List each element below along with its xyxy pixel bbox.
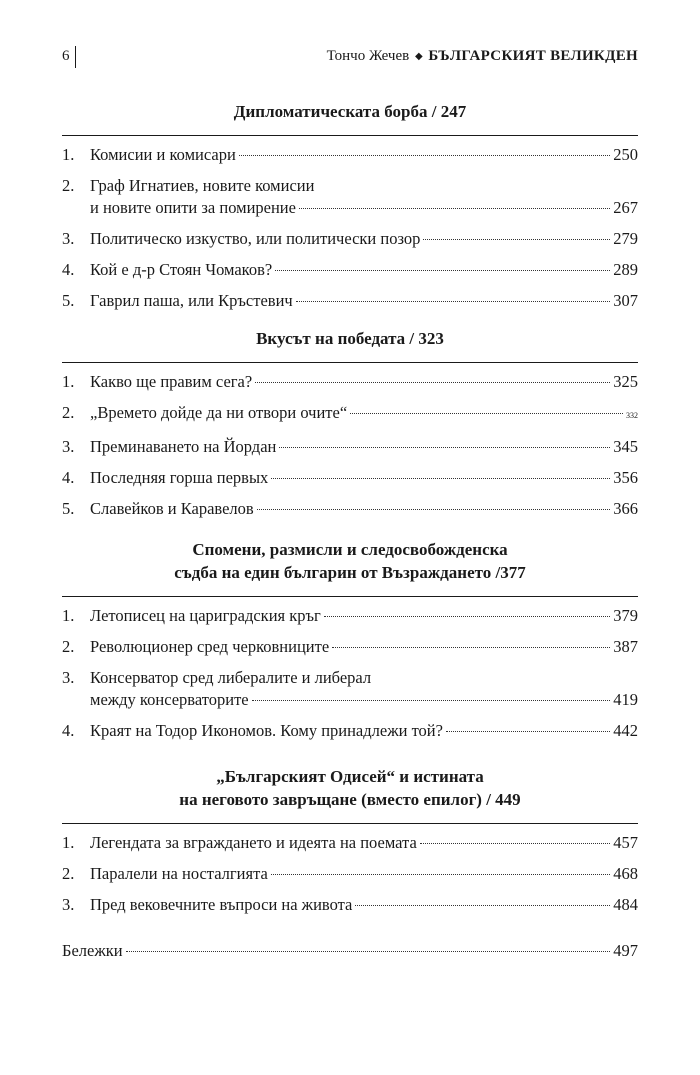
toc-entry[interactable]: 5. Славейков и Каравелов 366 [62, 499, 638, 518]
toc-list [62, 144, 638, 312]
toc-list [62, 605, 638, 742]
page-ref: 468 [613, 864, 638, 883]
toc-entry[interactable]: 1. Какво ще правим сега? 325 [62, 372, 638, 391]
page-ref: 366 [613, 499, 638, 518]
section-title: Дипломатическата борба / 247 [233, 102, 467, 121]
toc-list [62, 371, 638, 520]
page-number: 6 [62, 48, 70, 64]
page-ref: 387 [613, 637, 638, 656]
notes-entry[interactable] [62, 940, 638, 962]
page-ref: 457 [613, 833, 638, 852]
page-ref: 307 [613, 291, 638, 310]
toc-entry[interactable]: 4. Кой е д-р Стоян Чомаков? 289 [62, 260, 638, 279]
toc-list [62, 832, 638, 916]
toc-entry[interactable]: 3. Консерватор сред либералите и либерал между консерваторите 419 [62, 668, 638, 709]
running-header [62, 46, 638, 72]
toc-entry[interactable]: 3. Политическо изкуство, или политически позор 279 [62, 229, 638, 248]
page-ref: 332 [626, 411, 638, 420]
toc-entry[interactable]: 5. Гаврил паша, или Кръстевич 307 [62, 291, 638, 310]
section-title: Спомени, размисли и следосвобожденска съдба на един българин от Възраждането /377 [174, 540, 526, 582]
notes-label: Бележки [62, 941, 123, 960]
section-rule [62, 362, 638, 363]
section-rule [62, 596, 638, 597]
page-ref: 250 [613, 145, 638, 164]
page-ref: 419 [613, 690, 638, 709]
book-title: БЪЛГАРСКИЯТ ВЕЛИКДЕН [428, 48, 638, 64]
page-ref: 442 [613, 721, 638, 740]
section-title: Вкусът на победата / 323 [256, 329, 444, 348]
diamond-icon: ◆ [414, 51, 423, 62]
page-ref: 279 [613, 229, 638, 248]
toc-section [62, 538, 638, 751]
section-rule [62, 135, 638, 136]
toc-entry[interactable]: 2. Революционер сред черковниците 387 [62, 637, 638, 656]
page-ref: 497 [613, 941, 638, 960]
page-ref: 345 [613, 437, 638, 456]
toc-section [62, 327, 638, 529]
toc-entry[interactable]: 2. Паралели на носталгията 468 [62, 864, 638, 883]
toc-entry[interactable]: 4. Краят на Тодор Икономов. Кому принадлежи той? 442 [62, 721, 638, 740]
toc-entry[interactable]: 1. Комисии и комисари 250 [62, 145, 638, 164]
page-ref: 356 [613, 468, 638, 487]
page-ref: 267 [613, 198, 638, 217]
running-head [327, 48, 638, 65]
toc-entry[interactable]: 1. Летописец на цариградския кръг 379 [62, 606, 638, 625]
author-name: Тончо Жечев [326, 48, 410, 64]
header-divider [75, 46, 76, 68]
toc-entry[interactable]: 2. Граф Игнатиев, новите комисии и новите опити за помирение 267 [62, 176, 638, 217]
toc-entry[interactable]: 2. „Времето дойде да ни отвори очите“ 332 [62, 402, 638, 427]
page-ref: 325 [613, 372, 638, 391]
toc-entry[interactable]: 4. Последняя горша первых 356 [62, 468, 638, 487]
section-title: „Българският Одисей“ и истината на неговото завръщане (вместо епилог) / 449 [179, 767, 521, 809]
page-ref: 379 [613, 606, 638, 625]
toc-section [62, 765, 638, 925]
toc-section [62, 100, 638, 321]
toc-entry[interactable]: 3. Преминаването на Йордан 345 [62, 437, 638, 456]
page-ref: 484 [613, 895, 638, 914]
toc-entry[interactable]: 1. Легендата за вграждането и идеята на поемата 457 [62, 833, 638, 852]
toc-entry[interactable]: 3. Пред вековечните въпроси на живота 484 [62, 895, 638, 914]
page-ref: 289 [613, 260, 638, 279]
section-rule [62, 823, 638, 824]
